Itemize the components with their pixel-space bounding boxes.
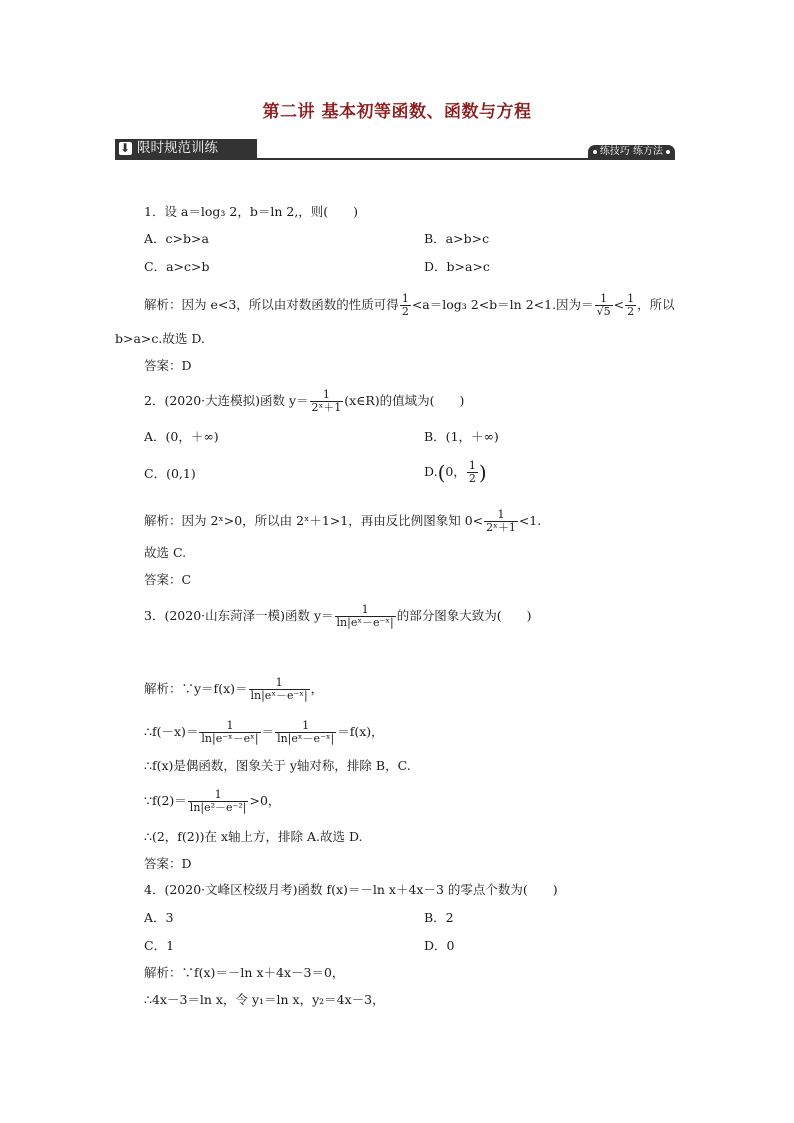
q4-option-d: D．0	[424, 938, 455, 953]
q4-option-a: A．3	[144, 910, 174, 925]
section-banner-label: 限时规范训练	[137, 140, 218, 156]
fraction: $\frac{1}{\text{ln|eˣ－e⁻ˣ|}}$	[336, 603, 394, 629]
q3-analysis-line5: ∴(2，f(2))在 x轴上方，排除 A.故选 D.	[144, 829, 363, 844]
q1-answer: 答案：D	[144, 358, 192, 373]
q3-analysis-line3: ∴f(x)是偶函数，图象关于 y轴对称，排除 B，C.	[144, 758, 411, 773]
fraction: $\frac{1}{\text{ln|e⁻ˣ－eˣ|}}$	[201, 719, 259, 745]
bullet-icon	[666, 150, 670, 154]
fraction: $\frac{1}{2}$	[468, 459, 476, 485]
fraction: $\frac{1}{\text{ln|eˣ－e⁻ˣ|}}$	[250, 676, 308, 702]
q2-answer: 答案：C	[144, 572, 192, 587]
q1-option-c: C．a>c>b	[144, 259, 210, 274]
fraction: $\frac{1}{\text{ln|e²－e⁻²|}}$	[189, 788, 247, 814]
q3-analysis-line1: 解析：∵y＝f(x)＝ $\frac{1}{\text{ln|eˣ－e⁻ˣ|}}$ ，	[144, 676, 324, 702]
q3-analysis-line2: ∴f(－x)＝ $\frac{1}{\text{ln|e⁻ˣ－eˣ|}}$ ＝ $\frac{1}{\text{ln|eˣ－e⁻ˣ|}}$ ＝f(x)，	[144, 719, 384, 745]
q4-stem: 4．(2020·文峰区校级月考)函数 f(x)＝－ln x＋4x－3 的零点个数为( )	[144, 882, 558, 897]
q3-stem: 3．(2020·山东菏泽一模)函数 y＝ $\frac{1}{\text{ln|eˣ－e⁻ˣ|}}$ 的部分图象大致为( )	[144, 603, 532, 629]
fraction: $\frac{1}{\text{ln|eˣ－e⁻ˣ|}}$	[277, 719, 335, 745]
q4-analysis-line1: 解析：∵f(x)＝－ln x＋4x－3＝0，	[144, 965, 345, 980]
q1-option-d: D．b>a>c	[424, 259, 490, 274]
bullet-icon	[593, 150, 597, 154]
q1-option-a: A．c>b>a	[144, 231, 209, 246]
q2-option-b: B．(1，＋∞)	[424, 429, 499, 444]
q4-analysis-line2: ∴4x－3＝ln x，令 y₁＝ln x，y₂＝4x－3，	[144, 992, 385, 1007]
q2-stem: 2．(2020·大连模拟)函数 y＝ $\frac{1}{\text{2ˣ＋1}}$ (x∈R)的值域为( )	[144, 388, 465, 414]
q2-analysis-line2: 故选 C.	[144, 545, 187, 560]
fraction: $\frac{1}{√5}$	[596, 292, 611, 318]
q2-option-a: A．(0，＋∞)	[144, 429, 219, 444]
q1-stem: 1．设 a＝log₃ 2，b＝ln 2,，则( )	[144, 204, 359, 219]
q1-analysis-line1: 解析：因为 e<3，所以由对数函数的性质可得 $\frac{1}{2}$ <a＝log₃ 2<b＝ln 2<1.因为＝ $\frac{1}{√5}$ < $\frac{1}{2}$ ，所以	[144, 292, 675, 318]
q3-analysis-line4: ∵f(2)＝ $\frac{1}{\text{ln|e²－e⁻²|}}$ >0，	[144, 788, 281, 814]
q1-option-b: B．a>b>c	[424, 231, 490, 246]
practice-tag-label: 练技巧 练方法	[599, 146, 663, 157]
section-banner	[115, 139, 257, 158]
fraction: $\frac{1}{\text{2ˣ＋1}}$	[311, 388, 342, 414]
practice-tag	[588, 145, 675, 159]
q2-option-d: D.(0， $\frac{1}{2}$ )	[424, 459, 487, 485]
q4-option-b: B．2	[424, 910, 454, 925]
q2-option-c: C．(0,1)	[144, 466, 196, 481]
fraction: $\frac{1}{2}$	[401, 292, 409, 318]
down-arrow-icon	[119, 142, 132, 155]
fraction: $\frac{1}{\text{2ˣ＋1}}$	[486, 508, 516, 534]
q2-analysis-line1: 解析：因为 2ˣ>0，所以由 2ˣ＋1>1，再由反比例图象知 0< $\frac{1}{\text{2ˣ＋1}}$ <1.	[144, 508, 542, 534]
q3-answer: 答案：D	[144, 856, 192, 871]
q1-analysis-line2: b>a>c.故选 D.	[115, 331, 205, 346]
fraction: $\frac{1}{2}$	[627, 292, 635, 318]
page-title: 第二讲 基本初等函数、函数与方程	[262, 102, 532, 122]
q4-option-c: C．1	[144, 938, 175, 953]
